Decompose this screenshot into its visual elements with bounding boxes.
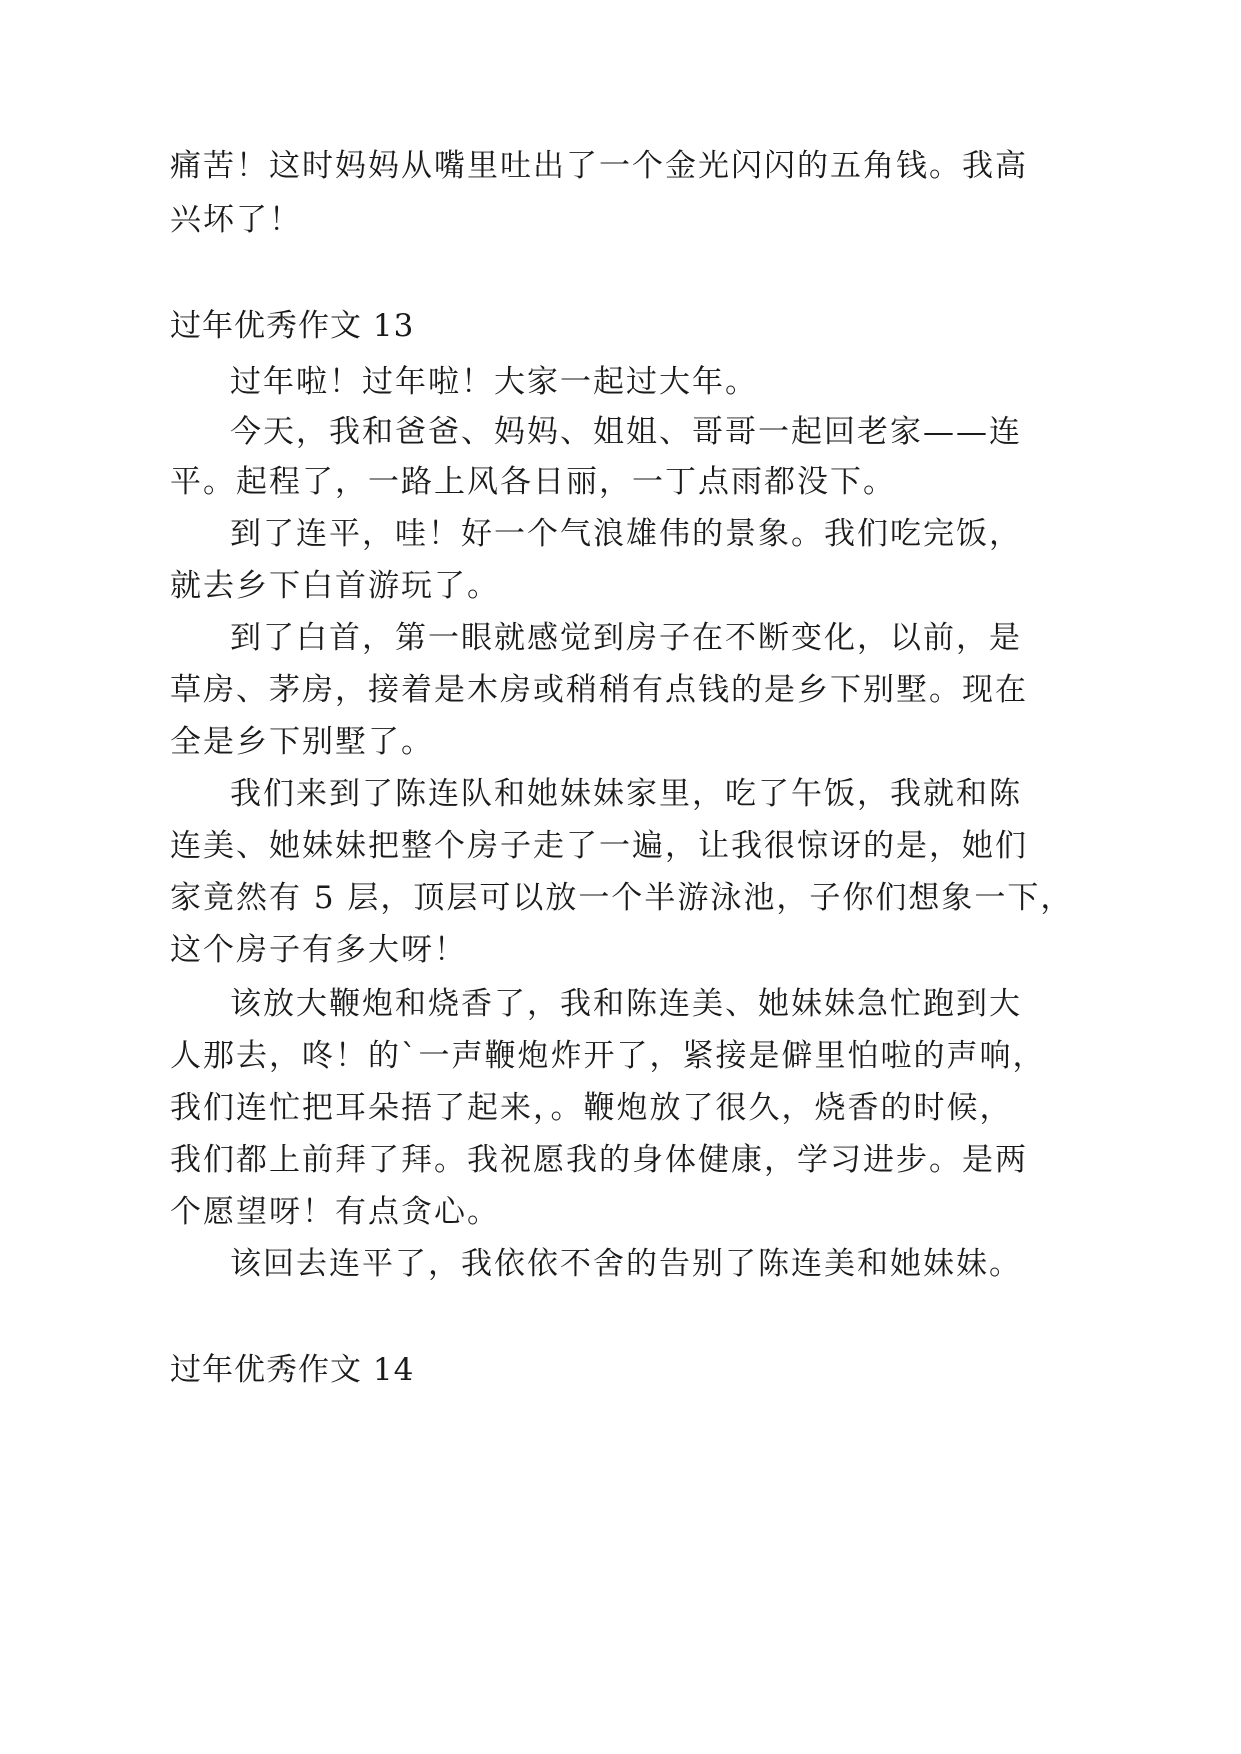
paragraph-line: 就去乡下白首游玩了。 — [170, 568, 500, 604]
paragraph-line: 这个房子有多大呀！ — [170, 932, 467, 968]
paragraph-line: 平。起程了，一路上风各日丽，一丁点雨都没下。 — [170, 464, 896, 500]
paragraph-line: 痛苦！这时妈妈从嘴里吐出了一个金光闪闪的五角钱。我高 — [170, 148, 1028, 184]
paragraph-line: 该回去连平了，我依依不舍的告别了陈连美和她妹妹。 — [230, 1246, 1022, 1282]
paragraph-line: 个愿望呀！有点贪心。 — [170, 1194, 500, 1230]
paragraph-line: 人那去，咚！的`一声鞭炮炸开了，紧接是僻里怕啦的声响， — [170, 1038, 1046, 1074]
paragraph-line: 家竟然有 5 层，顶层可以放一个半游泳池，子你们想象一下， — [170, 880, 1074, 916]
paragraph-line: 草房、茅房，接着是木房或稍稍有点钱的是乡下别墅。现在 — [170, 672, 1028, 708]
paragraph-line: 兴坏了！ — [170, 202, 302, 238]
paragraph-line: 我们都上前拜了拜。我祝愿我的身体健康，学习进步。是两 — [170, 1142, 1028, 1178]
paragraph-line: 到了白首，第一眼就感觉到房子在不断变化，以前，是 — [230, 620, 1022, 656]
section-heading: 过年优秀作文 14 — [170, 1352, 415, 1388]
paragraph-line: 过年啦！过年啦！大家一起过大年。 — [230, 364, 758, 400]
paragraph-line: 今天，我和爸爸、妈妈、姐姐、哥哥一起回老家——连 — [230, 414, 1022, 450]
paragraph-line: 该放大鞭炮和烧香了，我和陈连美、她妹妹急忙跑到大 — [230, 986, 1022, 1022]
paragraph-line: 我们来到了陈连队和她妹妹家里，吃了午饭，我就和陈 — [230, 776, 1022, 812]
paragraph-line: 全是乡下别墅了。 — [170, 724, 434, 760]
paragraph-line: 我们连忙把耳朵捂了起来，。鞭炮放了很久，烧香的时候， — [170, 1090, 1013, 1126]
paragraph-line: 到了连平，哇！好一个气浪雄伟的景象。我们吃完饭， — [230, 516, 1022, 552]
paragraph-line: 连美、她妹妹把整个房子走了一遍，让我很惊讶的是，她们 — [170, 828, 1028, 864]
section-heading: 过年优秀作文 13 — [170, 308, 415, 344]
